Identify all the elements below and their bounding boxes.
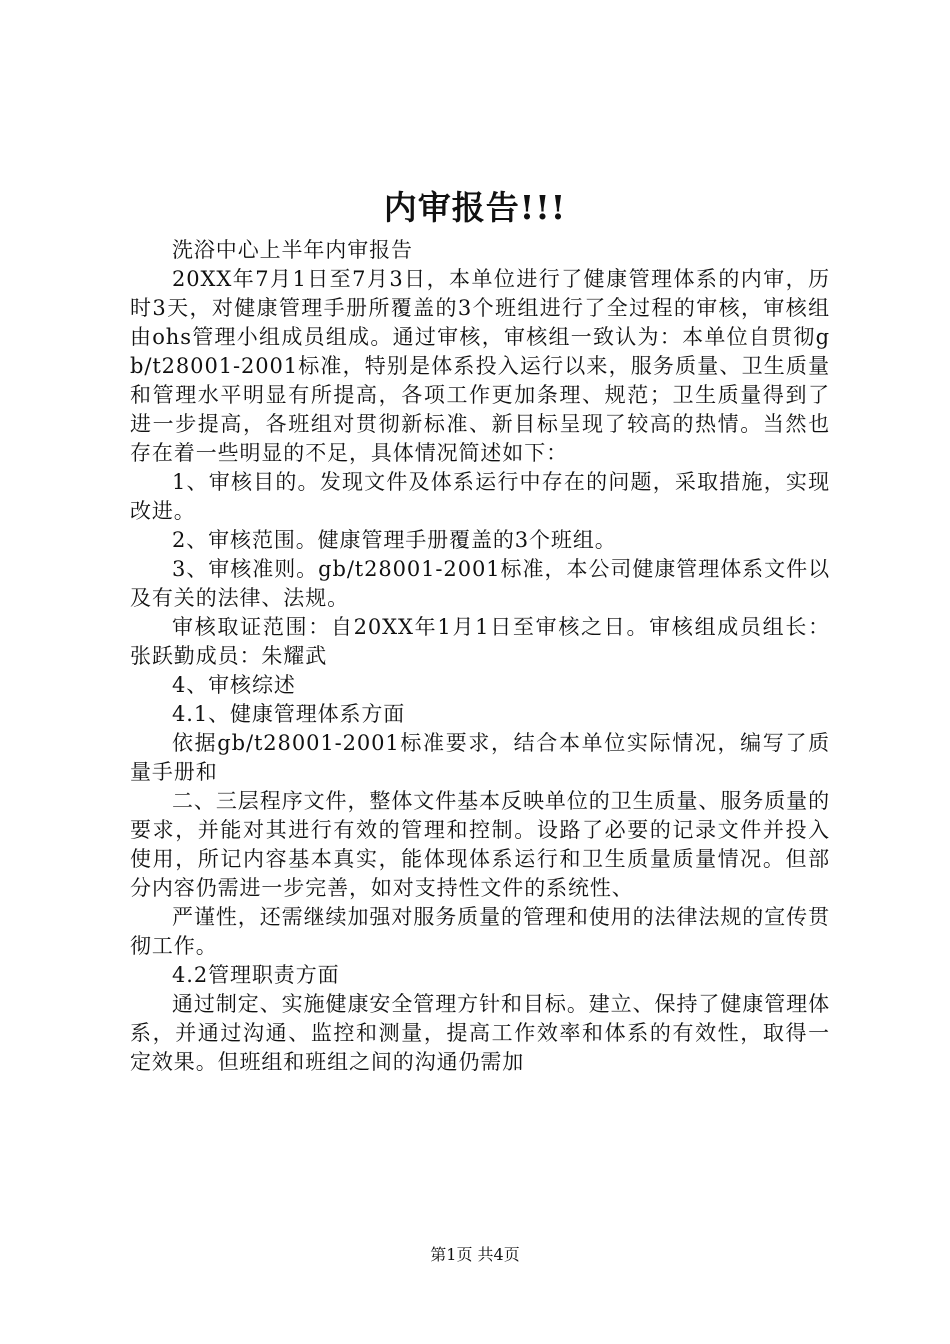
paragraph-subtitle: 洗浴中心上半年内审报告 [172, 238, 413, 262]
document-title: 内审报告!!! [383, 188, 567, 227]
paragraph-intro: 20XX年7月1日至7月3日，本单位进行了健康管理体系的内审，历时3天，对健康管理手册所覆盖的3个班组进行了全过程的审核，审核组由ohs管理小组成员组成。通过审核，审核组一致认为：本单位自贯彻gb/t28001-2001标准，特别是体系投入运行以来，服务质量、卫生质量和管理水平明显有所提高，各项工作更加条理、规范；卫生质量得到了进一步提高，各班组对贯彻新标准、新目标呈现了较高的热情。当然也存在着一些明显的不足，具体情况简述如下： [130, 267, 830, 465]
paragraph-audit-purpose: 1、审核目的。发现文件及体系运行中存在的问题，采取措施，实现改进。 [130, 470, 830, 523]
paragraph-audit-criteria: 3、审核准则。gb/t28001-2001标准，本公司健康管理体系文件以及有关的法律、法规。 [130, 557, 830, 610]
paragraph-section-4-2-heading: 4.2管理职责方面 [172, 963, 340, 987]
paragraph-evidence-range: 审核取证范围：自20XX年1月1日至审核之日。审核组成员组长：张跃勤成员：朱耀武 [130, 615, 830, 668]
paragraph-section-4-1-documents: 二、三层程序文件，整体文件基本反映单位的卫生质量、服务质量的要求，并能对其进行有效的管理和控制。设路了必要的记录文件并投入使用，所记内容基本真实，能体现体系运行和卫生质量质量情况。但部分内容仍需进一步完善，如对支持性文件的系统性、 [130, 789, 830, 900]
paragraph-section-4-1-heading: 4.1、健康管理体系方面 [172, 702, 406, 726]
paragraph-section-4-1-basis: 依据gb/t28001-2001标准要求，结合本单位实际情况，编写了质量手册和 [130, 731, 830, 784]
paragraph-section-4-1-rigor: 严谨性，还需继续加强对服务质量的管理和使用的法律法规的宣传贯彻工作。 [130, 905, 830, 958]
paragraph-audit-scope: 2、审核范围。健康管理手册覆盖的3个班组。 [172, 528, 617, 552]
page-footer: 第1页 共4页 [430, 1245, 520, 1264]
paragraph-section-4-2-body: 通过制定、实施健康安全管理方针和目标。建立、保持了健康管理体系，并通过沟通、监控和测量，提高工作效率和体系的有效性，取得一定效果。但班组和班组之间的沟通仍需加 [130, 992, 830, 1074]
paragraph-summary-heading: 4、审核综述 [172, 673, 296, 697]
document-body [130, 236, 830, 1077]
